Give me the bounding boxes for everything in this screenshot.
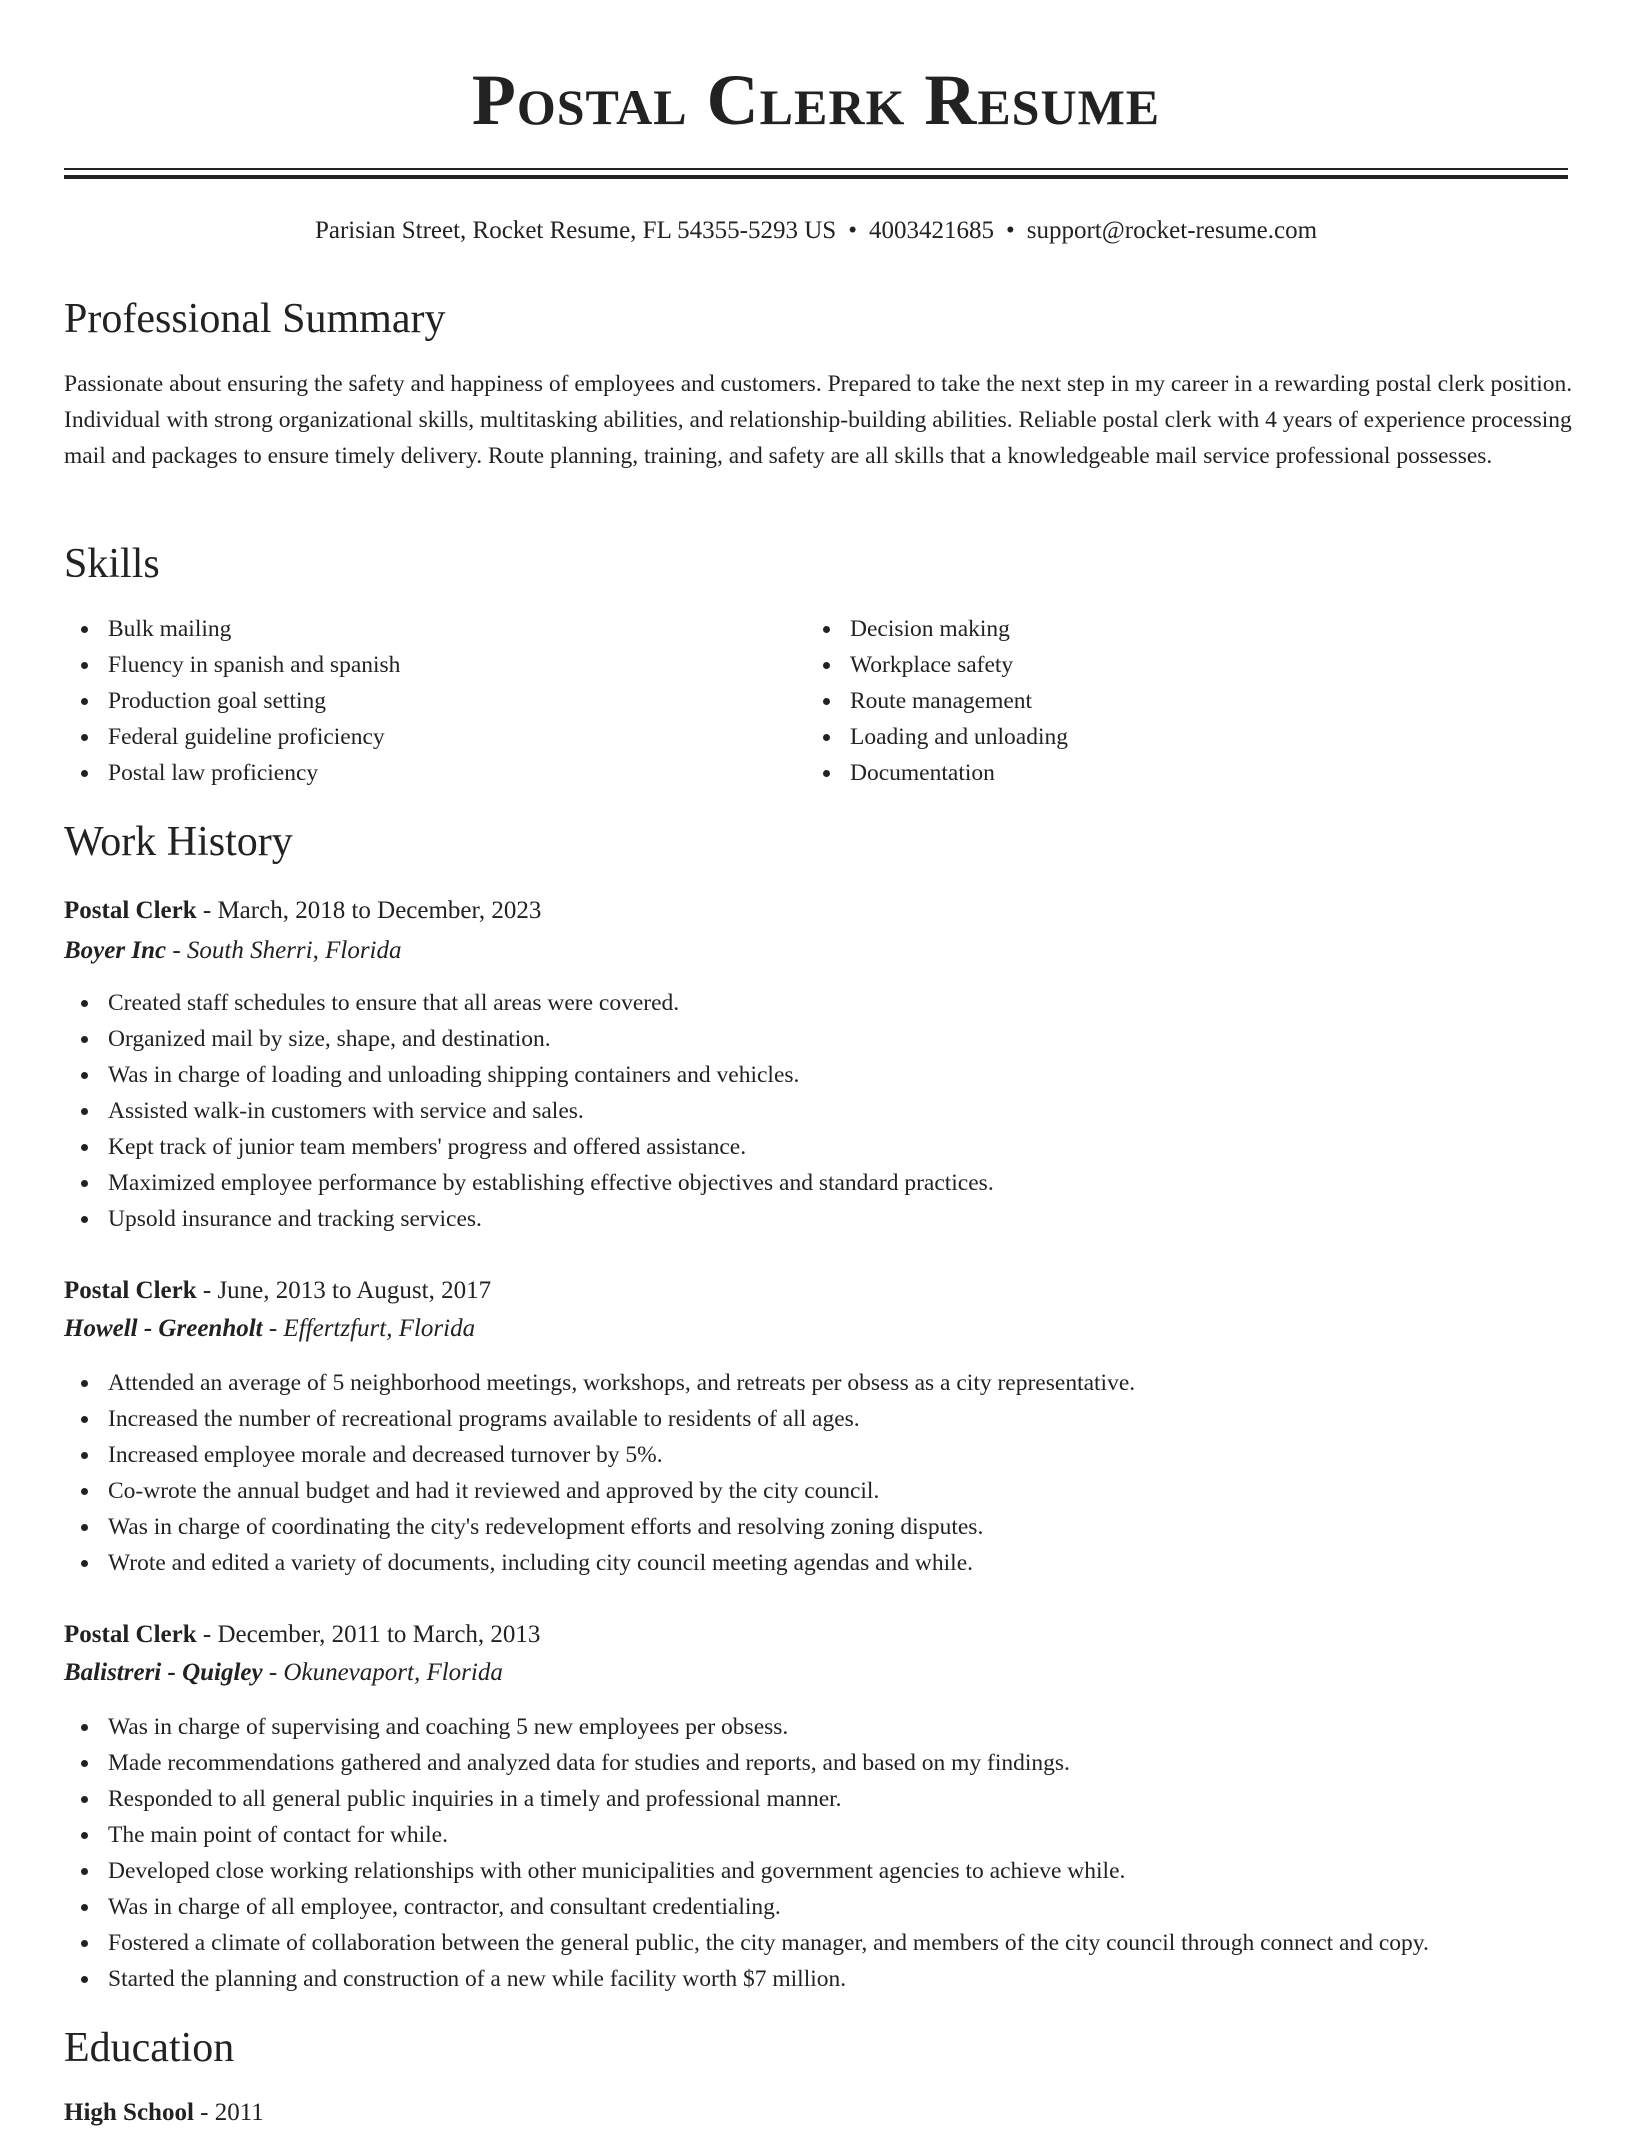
- education-year: - 2011: [193, 2099, 264, 2126]
- job-title: Postal Clerk: [64, 1277, 197, 1304]
- job-bullet: Was in charge of supervising and coaching 5 new employees per obsess.: [64, 1709, 1429, 1745]
- skill-item: Decision making: [806, 611, 1068, 647]
- job-location: - South Sherri, Florida: [166, 937, 402, 964]
- job-bullet: Wrote and edited a variety of documents, including city council meeting agendas and while.: [64, 1545, 1135, 1581]
- job-dates: - June, 2013 to August, 2017: [196, 1277, 492, 1304]
- job-bullets: [64, 1365, 1135, 1581]
- job-bullet: Assisted walk-in customers with service and sales.: [64, 1093, 994, 1129]
- job-title-line: [64, 893, 541, 929]
- job-dates: - December, 2011 to March, 2013: [196, 1621, 541, 1648]
- skill-item: Loading and unloading: [806, 719, 1068, 755]
- job-bullet: Fostered a climate of collaboration between the general public, the city manager, and members of the city council through connect and copy.: [64, 1925, 1429, 1961]
- job-bullet: Started the planning and construction of a new while facility worth $7 million.: [64, 1961, 1429, 1997]
- job-bullet: Responded to all general public inquiries in a timely and professional manner.: [64, 1781, 1429, 1817]
- contact-email: support@rocket-resume.com: [1026, 217, 1318, 244]
- summary-text: Passionate about ensuring the safety and happiness of employees and customers. Prepared to take the next step in my career in a rewarding postal clerk position. Individual with strong organizational skills, multitasking abilities, and relationship-building abilities. Reliable postal clerk with 4 years of experience processing mail and packages to ensure timely delivery. Route planning, training, and safety are all skills that a knowledgeable mail service professional possesses.: [64, 371, 1573, 469]
- job-bullets: [64, 985, 994, 1237]
- job-bullet: Upsold insurance and tracking services.: [64, 1201, 994, 1237]
- education-heading: Education: [64, 2025, 235, 2071]
- job-location: - Okunevaport, Florida: [262, 1659, 503, 1686]
- summary-heading: Professional Summary: [64, 296, 446, 342]
- job-dates: - March, 2018 to December, 2023: [196, 897, 542, 924]
- job-bullet: Co-wrote the annual budget and had it reviewed and approved by the city council.: [64, 1473, 1135, 1509]
- contact-phone: 4003421685: [868, 217, 994, 244]
- skills-list-left: [64, 611, 400, 791]
- education-school: High School: [64, 2099, 194, 2126]
- job-bullet: Was in charge of loading and unloading shipping containers and vehicles.: [64, 1057, 994, 1093]
- job-bullet: Was in charge of all employee, contractor, and consultant credentialing.: [64, 1889, 1429, 1925]
- job-company-line: [64, 1311, 475, 1347]
- job-bullets: [64, 1709, 1429, 1997]
- skill-item: Fluency in spanish and spanish: [64, 647, 400, 683]
- skill-item: Route management: [806, 683, 1068, 719]
- job-bullet: Maximized employee performance by establishing effective objectives and standard practices.: [64, 1165, 994, 1201]
- job-bullet: Was in charge of coordinating the city's redevelopment efforts and resolving zoning disputes.: [64, 1509, 1135, 1545]
- work-history-heading: Work History: [64, 819, 293, 865]
- job-title: Postal Clerk: [64, 1621, 197, 1648]
- title-divider-thick: [64, 175, 1568, 179]
- job-bullet: Kept track of junior team members' progress and offered assistance.: [64, 1129, 994, 1165]
- skill-item: Workplace safety: [806, 647, 1068, 683]
- resume-title: Postal Clerk Resume: [471, 60, 1161, 140]
- job-company-line: [64, 933, 402, 969]
- job-company: Balistreri - Quigley: [64, 1659, 263, 1686]
- job-company: Boyer Inc: [64, 937, 167, 964]
- skill-item: Bulk mailing: [64, 611, 400, 647]
- job-bullet: Attended an average of 5 neighborhood meetings, workshops, and retreats per obsess as a city representative.: [64, 1365, 1135, 1401]
- skills-heading: Skills: [64, 541, 160, 587]
- job-title-line: [64, 1617, 540, 1653]
- contact-address: Parisian Street, Rocket Resume, FL 54355-5293 US: [314, 217, 837, 244]
- job-company-line: [64, 1655, 503, 1691]
- job-bullet: Increased the number of recreational programs available to residents of all ages.: [64, 1401, 1135, 1437]
- skills-list-right: [806, 611, 1068, 791]
- contact-separator: •: [1005, 217, 1015, 244]
- skill-item: Postal law proficiency: [64, 755, 400, 791]
- job-bullet: Created staff schedules to ensure that all areas were covered.: [64, 985, 994, 1021]
- job-company: Howell - Greenholt: [64, 1315, 263, 1342]
- skill-item: Production goal setting: [64, 683, 400, 719]
- contact-separator: •: [848, 217, 857, 244]
- job-bullet: Developed close working relationships with other municipalities and government agencies to achieve while.: [64, 1853, 1429, 1889]
- job-bullet: Organized mail by size, shape, and destination.: [64, 1021, 994, 1057]
- job-title: Postal Clerk: [64, 897, 197, 924]
- job-title-line: [64, 1273, 491, 1309]
- education-line: [64, 2095, 264, 2131]
- job-bullet: Made recommendations gathered and analyzed data for studies and reports, and based on my findings.: [64, 1745, 1429, 1781]
- job-bullet: The main point of contact for while.: [64, 1817, 1429, 1853]
- contact-line: [0, 215, 1632, 247]
- skill-item: Documentation: [806, 755, 1068, 791]
- job-bullet: Increased employee morale and decreased turnover by 5%.: [64, 1437, 1135, 1473]
- job-location: - Effertzfurt, Florida: [262, 1315, 476, 1342]
- skill-item: Federal guideline proficiency: [64, 719, 400, 755]
- title-divider-thin: [64, 168, 1568, 170]
